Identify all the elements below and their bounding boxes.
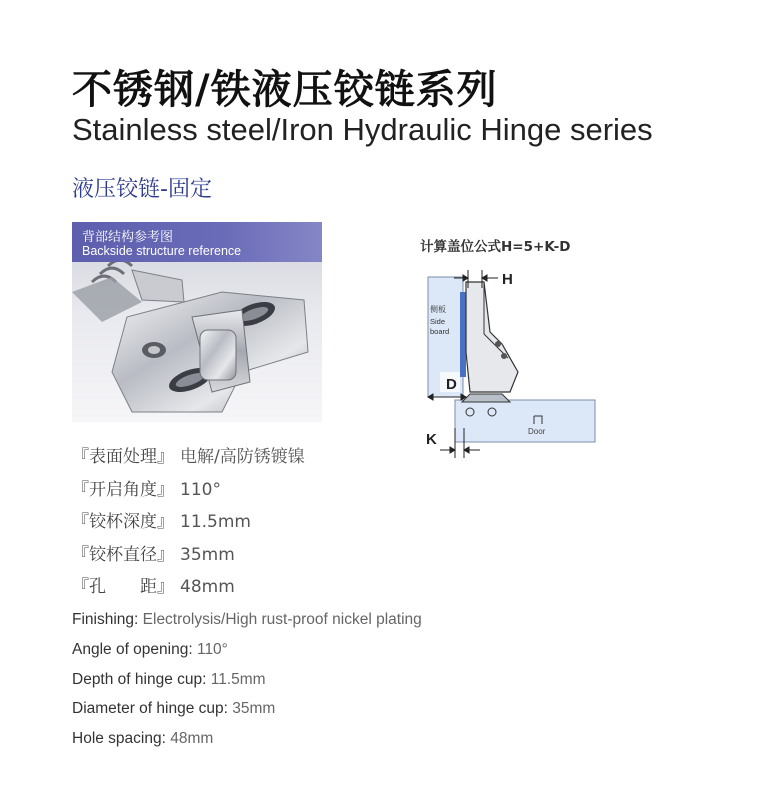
side-board-label-cn: 侧板	[430, 305, 446, 314]
spec-row-hole-spacing-en	[72, 727, 422, 757]
spec-key: 『铰杯直径』	[72, 544, 174, 565]
spec-row-hole-spacing-cn	[72, 574, 305, 607]
door-label: Door	[528, 427, 546, 436]
spec-value: 48mm	[180, 577, 235, 597]
hinge-backside-photo	[72, 222, 322, 422]
spec-row-angle-en	[72, 638, 422, 668]
spec-row-depth-cn	[72, 509, 305, 542]
spec-key: 『孔 距』	[72, 577, 174, 597]
door-panel	[455, 400, 595, 442]
spec-key: Finishing:	[72, 611, 143, 628]
dimension-h-label: H	[502, 271, 513, 288]
page-title-chinese: 不锈钢/铁液压铰链系列	[72, 67, 498, 113]
spec-value: 11.5mm	[180, 512, 251, 532]
spec-key: 『铰杯深度』	[72, 512, 174, 532]
spec-key: Depth of hinge cup:	[72, 670, 211, 688]
spec-key: Hole spacing:	[72, 730, 171, 748]
spec-value: 110°	[180, 479, 221, 500]
spec-key: 『开启角度』	[72, 479, 174, 500]
photo-caption-chinese: 背部结构参考图	[82, 230, 174, 245]
cup-edge-strip	[460, 292, 466, 377]
side-board-label-en-2: board	[430, 327, 450, 336]
spec-row-finishing-en	[72, 608, 422, 638]
spec-value: 48mm	[170, 730, 214, 748]
hinge-body-outline	[466, 282, 518, 392]
spec-value: 35mm	[232, 700, 276, 718]
spec-value: 11.5mm	[210, 670, 266, 688]
spec-key: 『表面处理』	[72, 447, 174, 467]
spec-row-angle-cn	[72, 477, 305, 510]
spec-key: Diameter of hinge cup:	[72, 700, 233, 718]
spec-value: 35mm	[180, 544, 235, 565]
section-subtitle: 液压铰链-固定	[72, 177, 212, 202]
side-board-label-en-1: Side	[430, 317, 446, 326]
specs-english	[72, 608, 422, 757]
dimension-d-label: D	[446, 376, 457, 393]
spec-row-diameter-cn	[72, 542, 305, 575]
page-title-english: Stainless steel/Iron Hydraulic Hinge series	[72, 112, 653, 147]
dimension-k-label: K	[426, 431, 437, 448]
spec-row-diameter-en	[72, 697, 422, 727]
photo-caption-english: Backside structure reference	[82, 244, 242, 258]
spec-value: 110°	[196, 640, 228, 658]
spec-value: 电解/高防锈镀镍	[180, 447, 305, 467]
spec-value: Electrolysis/High rust-proof nickel plating	[142, 611, 422, 628]
spec-row-finishing-cn	[72, 444, 305, 477]
spec-row-depth-en	[72, 668, 422, 698]
overlay-formula: 计算盖位公式H=5+K-D	[420, 239, 571, 255]
specs-chinese	[72, 444, 305, 607]
overlay-diagram	[410, 232, 610, 462]
spec-key: Angle of opening:	[72, 640, 197, 658]
